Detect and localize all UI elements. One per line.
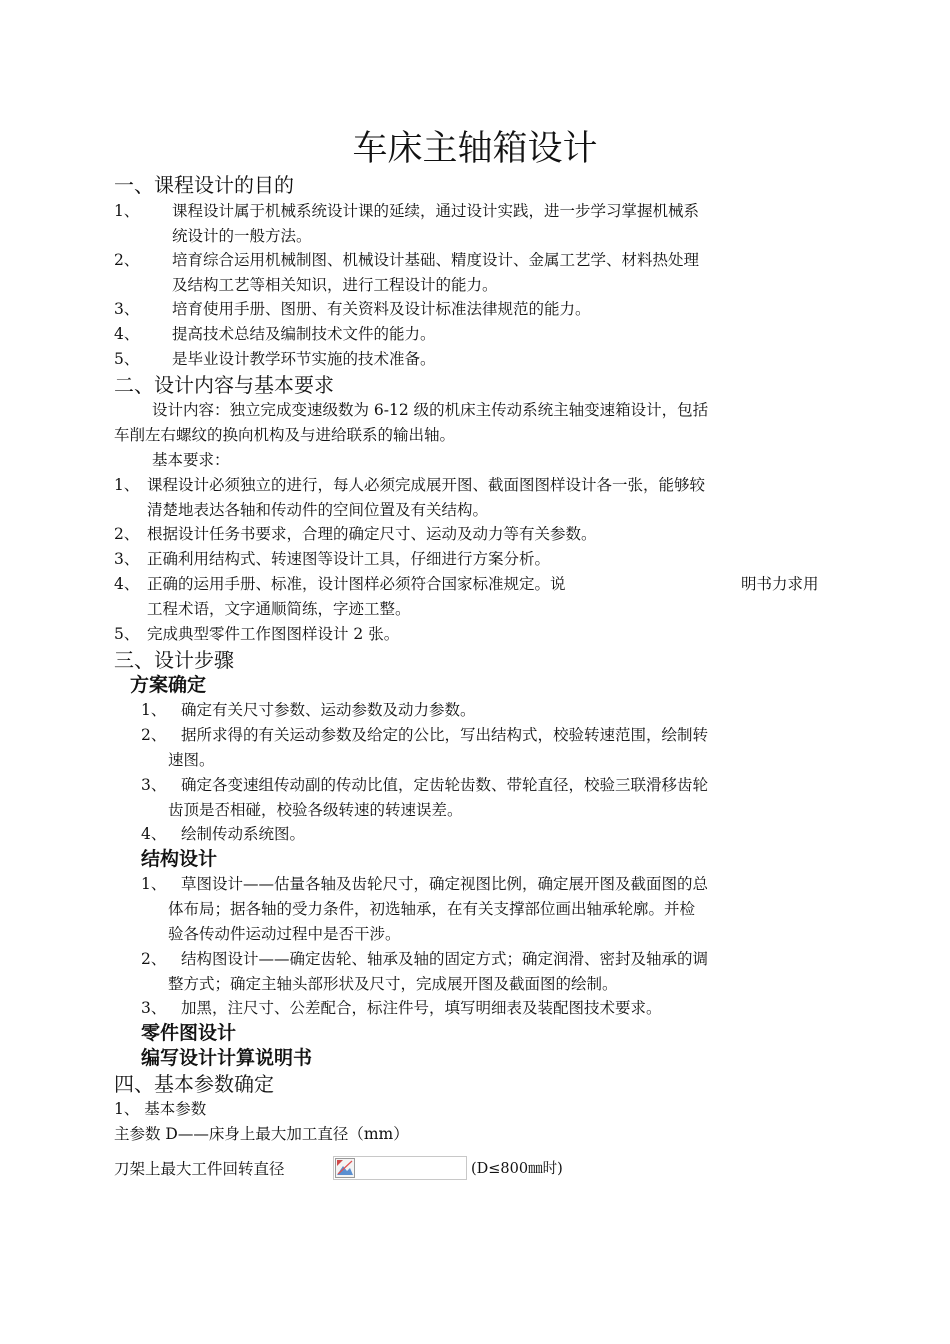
list-item-number: 3、: [114, 300, 140, 318]
list-item-text: 课程设计属于机械系统设计课的延续，通过设计实践，进一步学习掌握机械系: [172, 202, 700, 220]
list-item-text: 工程术语，文字通顺简练，字迹工整。: [147, 600, 411, 618]
list-item-text: 加黑，注尺寸、公差配合，标注件号，填写明细表及装配图技术要求。: [181, 999, 662, 1017]
list-item-number: 1、: [114, 476, 140, 494]
list-item-number: 4、: [114, 575, 140, 593]
list-item-text: 培育使用手册、图册、有关资料及设计标准法律规范的能力。: [172, 300, 591, 318]
list-item-text: 速图。: [168, 751, 215, 769]
list-item-number: 2、: [114, 251, 140, 269]
list-item-text: 确定各变速组传动副的传动比值，定齿轮齿数、带轮直径，校验三联滑移齿轮: [181, 776, 709, 794]
list-item-text: 是毕业设计教学环节实施的技术准备。: [172, 350, 436, 368]
paragraph-text: 车削左右螺纹的换向机构及与进给联系的输出轴。: [114, 426, 456, 444]
list-item-text: 培育综合运用机械制图、机械设计基础、精度设计、金属工艺学、材料热处理: [172, 251, 700, 269]
list-item-text: 正确的运用手册、标准，设计图样必须符合国家标准规定。说: [147, 575, 566, 593]
list-item-number: 2、: [114, 525, 140, 543]
list-item-text: 课程设计必须独立的进行，每人必须完成展开图、截面图图样设计各一张，能够较: [147, 476, 706, 494]
list-item-text: 根据设计任务书要求，合理的确定尺寸、运动及动力等有关参数。: [147, 525, 597, 543]
broken-image-icon: [335, 1158, 355, 1178]
list-item-text: 绘制传动系统图。: [181, 825, 306, 843]
list-item-number: 3、: [141, 776, 167, 794]
paragraph-text: 刀架上最大工件回转直径: [114, 1160, 285, 1178]
list-item-text: 明书力求用: [741, 575, 819, 593]
list-item-number: 1、: [141, 701, 167, 719]
section-heading-content: 二、设计内容与基本要求: [114, 373, 334, 397]
list-item-text: 验各传动件运动过程中是否干涉。: [168, 925, 401, 943]
subsection-heading: 编写设计计算说明书: [141, 1047, 313, 1069]
subsection-heading: 方案确定: [130, 674, 207, 696]
list-item-text: 结构图设计——确定齿轮、轴承及轴的固定方式；确定润滑、密封及轴承的调: [181, 950, 709, 968]
list-item-number: 1、: [141, 875, 167, 893]
list-item-text: 统设计的一般方法。: [172, 227, 312, 245]
list-item-text: 清楚地表达各轴和传动件的空间位置及有关结构。: [147, 501, 489, 519]
list-item-text: 体布局；据各轴的受力条件，初选轴承，在有关支撑部位画出轴承轮廓。并检: [168, 900, 696, 918]
paragraph-text: 1、 基本参数: [114, 1100, 207, 1118]
paragraph-text: 主参数 D——床身上最大加工直径（mm）: [114, 1125, 409, 1143]
list-item-number: 2、: [141, 726, 167, 744]
list-item-number: 5、: [114, 350, 140, 368]
formula-object: [333, 1156, 467, 1180]
list-item-text: 据所求得的有关运动参数及给定的公比，写出结构式，校验转速范围，绘制转: [181, 726, 709, 744]
requirements-label: 基本要求：: [152, 451, 230, 469]
list-item-text: 提高技术总结及编制技术文件的能力。: [172, 325, 436, 343]
paragraph-text: (D≤800㎜时): [471, 1161, 563, 1177]
section-heading-params: 四、基本参数确定: [114, 1072, 274, 1096]
paragraph-text: 设计内容：独立完成变速级数为 6-12 级的机床主传动系统主轴变速箱设计，包括: [152, 401, 709, 419]
list-item-number: 1、: [114, 202, 140, 220]
list-item-number: 5、: [114, 625, 140, 643]
list-item-number: 4、: [141, 825, 167, 843]
list-item-text: 完成典型零件工作图图样设计 2 张。: [147, 625, 400, 643]
section-heading-purpose: 一、课程设计的目的: [114, 173, 294, 197]
list-item-text: 草图设计——估量各轴及齿轮尺寸，确定视图比例，确定展开图及截面图的总: [181, 875, 709, 893]
list-item-number: 3、: [141, 999, 167, 1017]
list-item-number: 2、: [141, 950, 167, 968]
list-item-text: 确定有关尺寸参数、运动参数及动力参数。: [181, 701, 476, 719]
page-title: 车床主轴箱设计: [352, 129, 598, 169]
list-item-text: 及结构工艺等相关知识，进行工程设计的能力。: [172, 276, 498, 294]
subsection-heading: 结构设计: [141, 848, 218, 870]
list-item-number: 4、: [114, 325, 140, 343]
section-heading-steps: 三、设计步骤: [114, 648, 234, 672]
list-item-text: 齿顶是否相碰，校验各级转速的转速误差。: [168, 801, 463, 819]
list-item-number: 3、: [114, 550, 140, 568]
subsection-heading: 零件图设计: [141, 1022, 237, 1044]
list-item-text: 正确利用结构式、转速图等设计工具，仔细进行方案分析。: [147, 550, 551, 568]
list-item-text: 整方式；确定主轴头部形状及尺寸，完成展开图及截面图的绘制。: [168, 975, 618, 993]
